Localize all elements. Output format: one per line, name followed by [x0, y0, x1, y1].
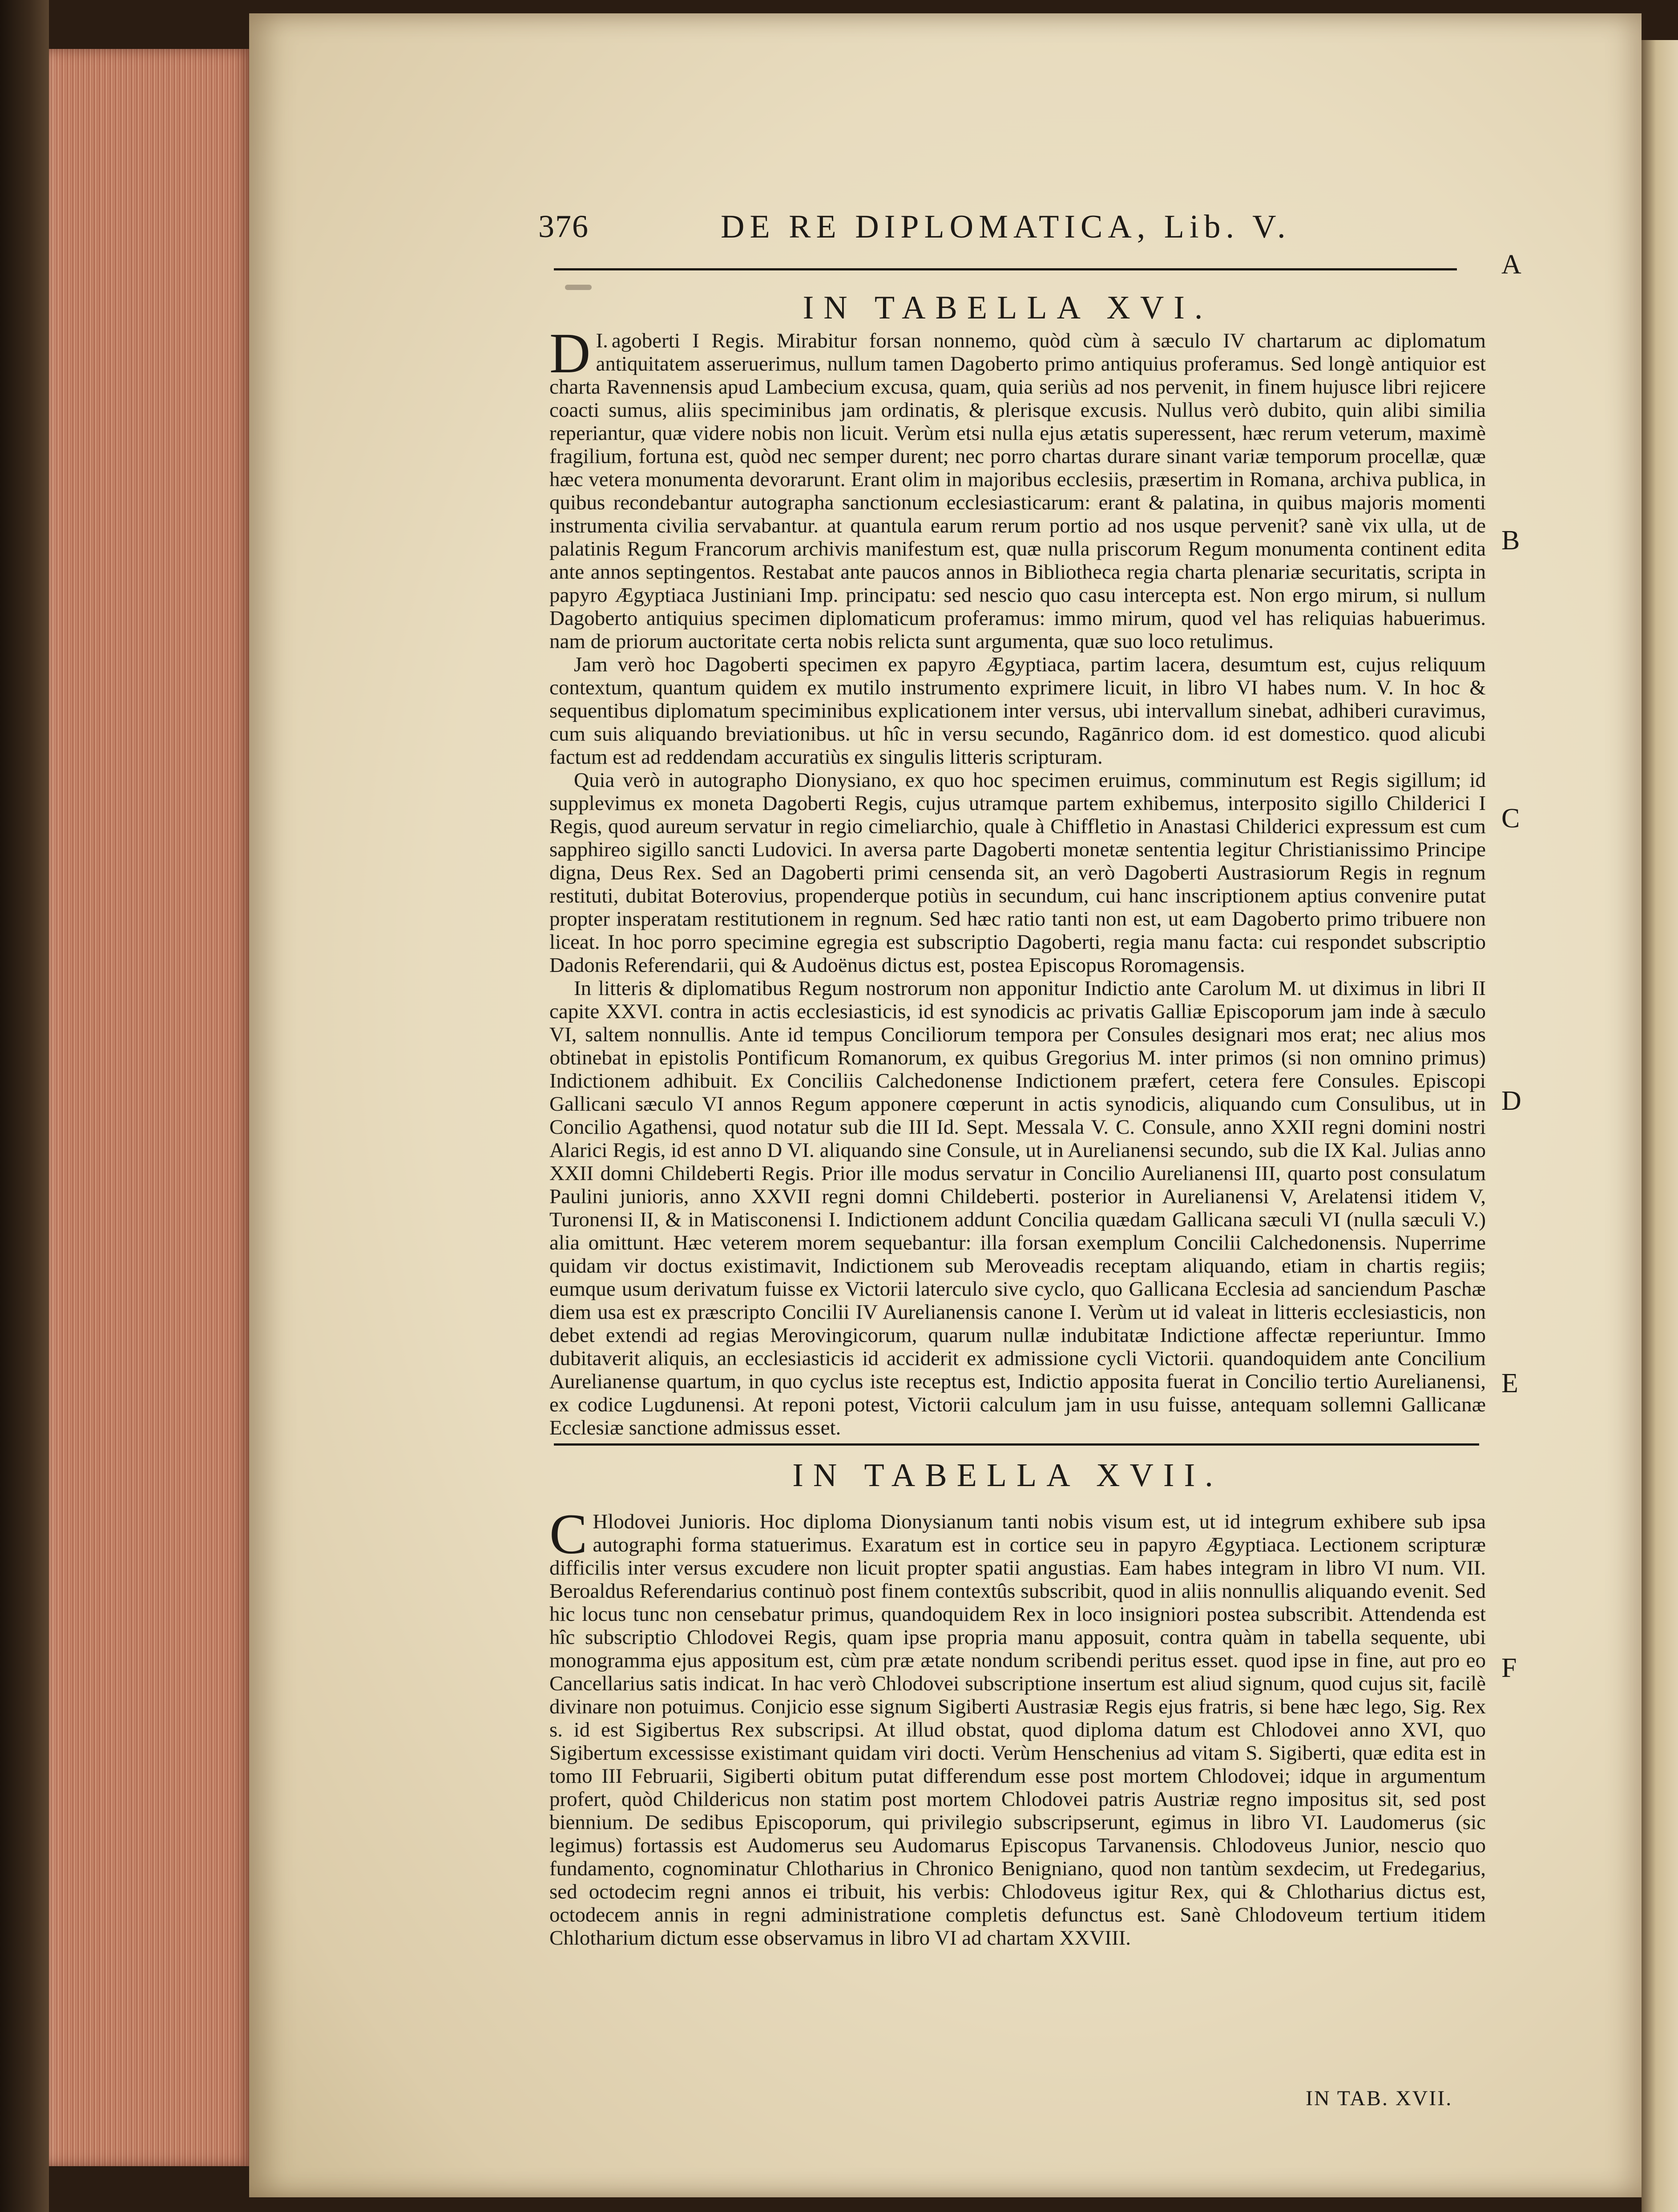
book-cover-left	[0, 0, 49, 2212]
margin-letter-b: B	[1501, 525, 1520, 556]
margin-letter-f: F	[1501, 1653, 1517, 1683]
margin-letter-d: D	[1501, 1086, 1521, 1116]
section-title-xvii: IN TABELLA XVII.	[792, 1457, 1223, 1494]
facing-page-edge	[1642, 40, 1678, 2212]
section-xvi-body	[549, 322, 1486, 1446]
header-rule	[554, 268, 1457, 270]
paragraph-5-text: Hlodovei Junioris. Hoc diploma Dionysianum tanti nobis visum est, ut id integrum exhibere sub ipsa autographi forma statuerimus. Exaratum est in cortice seu in papyro Ægyptiaca. Lectionem scripturæ difficilis inter versus excudere non licuit propter spatii angustias. Eam habes integram in libro VI num. VII. Beroaldus Referendarius continuò post finem contextûs subscribit, quod in aliis nonnullis aliquando evenit. Sed hic locus tunc non censebatur primus, quandoquidem Rex in loco insigniori postea subscribit. Attendenda est hîc subscriptio Chlodovei Regis, quam ipse propria manu apposuit, contra quàm in tabella sequente, ubi monogramma ejus appositum est, cùm præ ætate nondum scribendi peritus esset. quod ipse in fine, aut pro eo Cancellarius satis indicat. In hac verò Chlodovei subscriptione insertum est aliud signum, quod cujus sit, facilè divinare non potuimus. Conjicio esse signum Sigiberti Austrasiæ Regis ejus fratris, si bene hæc lego, Sig. Rex s. id est Sigibertus Rex subscripsi. At illud obstat, quod diploma datum est Chlodovei anno XVI, quo Sigibertum excessisse existimant quidam viri docti. Verùm Henschenius ad vitam S. Sigiberti, quæ edita est in tomo III Februarii, Sigiberti obitum putat differendum esse post mortem Chlodovei; idque in argumentum profert, quòd Childericus non statim post mortem Chlodovei patris Austriæ regno impositus sit, sed post biennium. De sedibus Episcoporum, qui privilegio subscripserunt, egimus in libro VI. Laudomerus (sic legimus) fortassis est Audomerus seu Audomarus Episcopus Tarvanensis. Chlodoveus Junior, nescio quo fundamento, cognominatur Chlotharius in Chronico Benigniano, quod non tantùm sexdecim, ut Fredegarius, sed octodecim regni annos ei tribuit, his verbis: Chlodoveus igitur Rex, qui & Chlotharius dictus est, octodecem annis in regni administratione completis defunctus est. Sanè Chlodoveum tertium itidem Chlotharium dictum esse observamus in libro VI ad chartam XXVIII.	[549, 1510, 1486, 1950]
paragraph-2: Jam verò hoc Dagoberti specimen ex papyro Ægyptiaca, partim lacera, desumtum est, cujus reliquum contextum, quantum quidem ex mutilo instrumento exprimere licuit, in libro VI habes num. V. In hoc & sequentibus diplomatum speciminibus explicationem inter versus, ubi intervallum sinebat, adhiberi curavimus, cum suis aliquando breviationibus. ut hîc in versu secundo, Ragānrico dom. id est domestico. quod alicubi factum est ad reddendam accuratiùs ex singulis litteris scripturam.	[549, 653, 1486, 769]
margin-letter-a: A	[1501, 250, 1521, 280]
page-number: 376	[538, 209, 589, 244]
book-fore-edge	[49, 49, 254, 2166]
section-xvii-body	[549, 1503, 1486, 2075]
paragraph-number: I.	[596, 329, 608, 352]
catchword: IN TAB. XVII.	[1306, 2087, 1453, 2110]
paragraph-4: In litteris & diplomatibus Regum nostrorum non apponitur Indictio ante Carolum M. ut diximus in libri II capite XXVI. contra in actis ecclesiasticis, id est synodicis ac privatis Galliæ Episcoporum jam inde à sæculo VI, saltem nonnullis. Ante id tempus Conciliorum tempora per Consules designari mos erat; nec alius mos obtinebat in epistolis Pontificum Romanorum, ex quibus Gregorius M. inter primos (si non omnino primus) Indictionem adhibuit. Ex Conciliis Calchedonense Indictionem præfert, cetera fere Consules. Episcopi Gallicani sæculo VI annos Regum apponere cœperunt in actis synodicis, aliquando cum Consulibus, ut in Concilio Agathensi, quod notatur sub die III Id. Sept. Messala V. C. Consule, anno XXII regni domini nostri Alarici Regis, id est anno D VI. aliquando sine Consule, ut in Aurelianensi secundo, sub die IX Kal. Julias anno XXII domni Childeberti Regis. Prior ille modus servatur in Concilio Aurelianensi III, quarto post consulatum Paulini junioris, anno XXVII regni domni Childeberti. posterior in Aurelianensi V, Arelatensi itidem V, Turonensi II, & in Matisconensi I. Indictionem addunt Concilia quædam Gallicana sæculi VI (nulla sæculi V.) alia omittunt. Hæc veterem morem sequebantur: illa forsan exemplum Concilii Calchedonensis. Nuperrime quidam vir doctus existimavit, Indictionem sub Meroveadis receptam aliquando, etiam in chartis regiis; eumque usum derivatum fuisse ex Victorii laterculo sive cyclo, quo Gallicana Ecclesia ad sanciendum Paschæ diem usa est ex præscripto Concilii IV Aurelianensis canone I. Verùm ut id valeat in litteris ecclesiasticis, non debet extendi ad regias Merovingicorum, quarum nullæ indubitatæ Indictione affectæ reperiuntur. Immo dubitaverit aliquis, an ecclesiasticis id acciderit ex admissione cycli Victorii. quandoquidem ante Concilium Aurelianense quartum, in quo cyclus iste receptus est, Indictio apposita fuerat in Concilio tertio Aurelianensi, ex codice Lugdunensi. At reponi potest, Victorii calculum jam in usu fuisse, antequam sollemni Gallicanæ Ecclesiæ sanctione admissus esset.	[549, 977, 1486, 1439]
paragraph-1	[549, 322, 1486, 653]
paragraph-1-text: agoberti I Regis. Mirabitur forsan nonnemo, quòd cùm à sæculo IV chartarum ac diplomatum antiquitatem asseruerimus, nullum tamen Dagoberto primo antiquius proferamus. Sed longè antiquior est charta Ravennensis apud Lambecium excusa, quam, quia seriùs ad nos pervenit, in finem hujusce libri rejicere coacti sumus, aliis speciminibus jam ordinatis, & plerisque excusis. Nullus verò dubito, quin alibi similia reperiantur, quæ videre nobis non licuit. Verùm etsi nulla ejus ætatis superessent, hæc rerum veterum, maximè fragilium, fortuna est, quòd nec semper durent; nec porro chartas durare sinant variæ temporum procellæ, quæ hæc vetera monumenta devorarunt. Erant olim in majoribus ecclesiis, præsertim in Romana, archiva publica, in quibus recondebantur autographa sanctionum ecclesiasticarum: erant & palatina, in quibus majoris momenti instrumenta civilia servabantur. at quantula earum rerum portio ad nos usque pervenit? sanè vix ulla, ut de palatinis Regum Francorum archivis manifestum est, quæ nulla priscorum Regum monumenta continent edita ante annos septingentos. Restabat ante paucos annos in Bibliotheca regia charta plenariæ securitatis, scripta in papyro Ægyptiaca Justiniani Imp. principatu: sed nescio quo casu intercepta est. Non ergo mirum, si nullum Dagoberto antiquius specimen diplomaticum proferamus: immo mirum, quod vel has reliquias habuerimus. nam de priorum auctoritate certa nobis relicta sunt argumenta, quæ suo loco retulimus.	[549, 329, 1486, 653]
drop-cap-c: C	[549, 1503, 588, 1566]
section-divider-rule	[554, 1443, 1479, 1446]
section-title-xvi: IN TABELLA XVI.	[803, 290, 1213, 326]
paragraph-3: Quia verò in autographo Dionysiano, ex quo hoc specimen eruimus, comminutum est Regis sigillum; id supplevimus ex moneta Dagoberti Regis, cujus utramque partem exhibemus, interposito sigillo Childerici I Regis, quod aureum servatur in regio cimeliarchio, quale à Chiffletio in Anastasi Childerici expressum est cum sapphireo sigillo sancti Ludovici. In aversa parte Dagoberti monetæ sententia legitur Christianissimo Principe digna, Deus Rex. Sed an Dagoberti primi censenda sit, an verò Dagoberti Austrasiorum Regis in regnum restituti, dubitat Boterovius, propenderque potiùs in secundum, cui hanc inscriptionem aptius convenire putat propter insperatam restitutionem in regnum. Sed hæc ratio tanti non est, ut eam Dagoberto primo tribuere non liceat. In hoc porro specimine egregia est subscriptio Dagoberti, regia manu facta: cui respondet subscriptio Dadonis Referendarii, qui & Audoënus dictus est, postea Episcopus Roromagensis.	[549, 769, 1486, 977]
running-title: DE RE DIPLOMATICA, Lib. V.	[721, 209, 1291, 245]
margin-letter-e: E	[1501, 1368, 1518, 1398]
paragraph-5	[549, 1503, 1486, 1950]
margin-letter-c: C	[1501, 803, 1520, 834]
drop-cap-d: D	[549, 322, 591, 385]
